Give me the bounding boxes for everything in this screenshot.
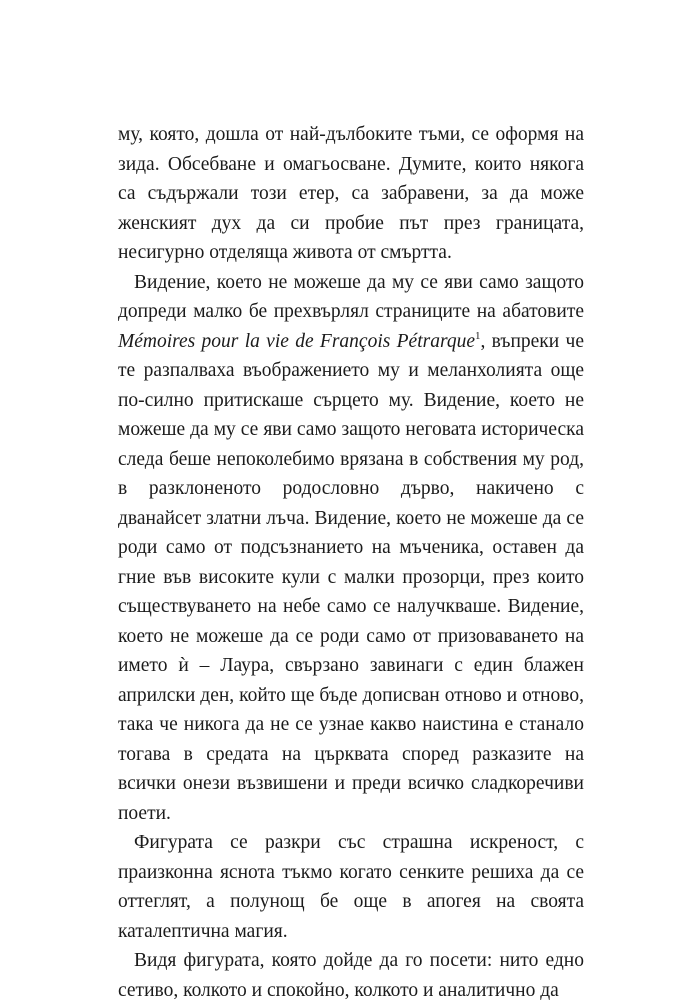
footnote-marker[interactable]: 1 <box>474 329 481 342</box>
paragraph-4: Видя фигурата, която дойде да го посети: нито едно сетиво, колкото и спокойно, колкото и аналитично да <box>118 950 584 1001</box>
paragraph-2 <box>118 268 584 829</box>
page-body <box>118 120 584 1005</box>
paragraph-3: Фигурата се разкри със страшна искреност, с праизконна яснота тъкмо когато сенките решиха да се оттеглят, а полунощ бе още в апогея на своята каталептична магия. <box>118 832 584 942</box>
paragraph-2-text-after: , въпреки че те разпалваха въображението му и меланхолията още по-силно притискаше сърцето му. Видение, което не можеше да му се яви само защото неговата историческа следа беше непоколебимо врязана в собствения му род, в разклоненото родословно дърво, накичено с дванайсет златни лъча. Видение, което не можеше да се роди само от подсъзнанието на мъченика, оставен да гние във високите кули с малки прозорци, през които съществуването на небе само се налучкваше. Видение, което не можеше да се роди само от призоваването на името ѝ – Лаура, свързано завинаги с един блажен априлски ден, който ще бъде дописван отново и отново, така че никога да не се узнае какво наистина е станало тогава в средата на църквата според разказите на всички онези възвишени и преди всичко сладкоречиви поети. <box>118 330 584 824</box>
paragraph-1: му, която, дошла от най-дълбоките тъми, се оформя на зида. Обсебване и омагьосване. Думите, които някога са съдържали този етер, са забравени, за да може женският дух да си пробие път през границата, несигурно отделяща живота от смъртта. <box>118 124 584 263</box>
paragraph-2-text-before: Видение, което не можеше да му се яви само защото допреди малко бе прехвърлял страниците на абатовите <box>118 271 584 322</box>
book-title: Mémoires pour la vie de François Pétrarque <box>118 330 475 352</box>
